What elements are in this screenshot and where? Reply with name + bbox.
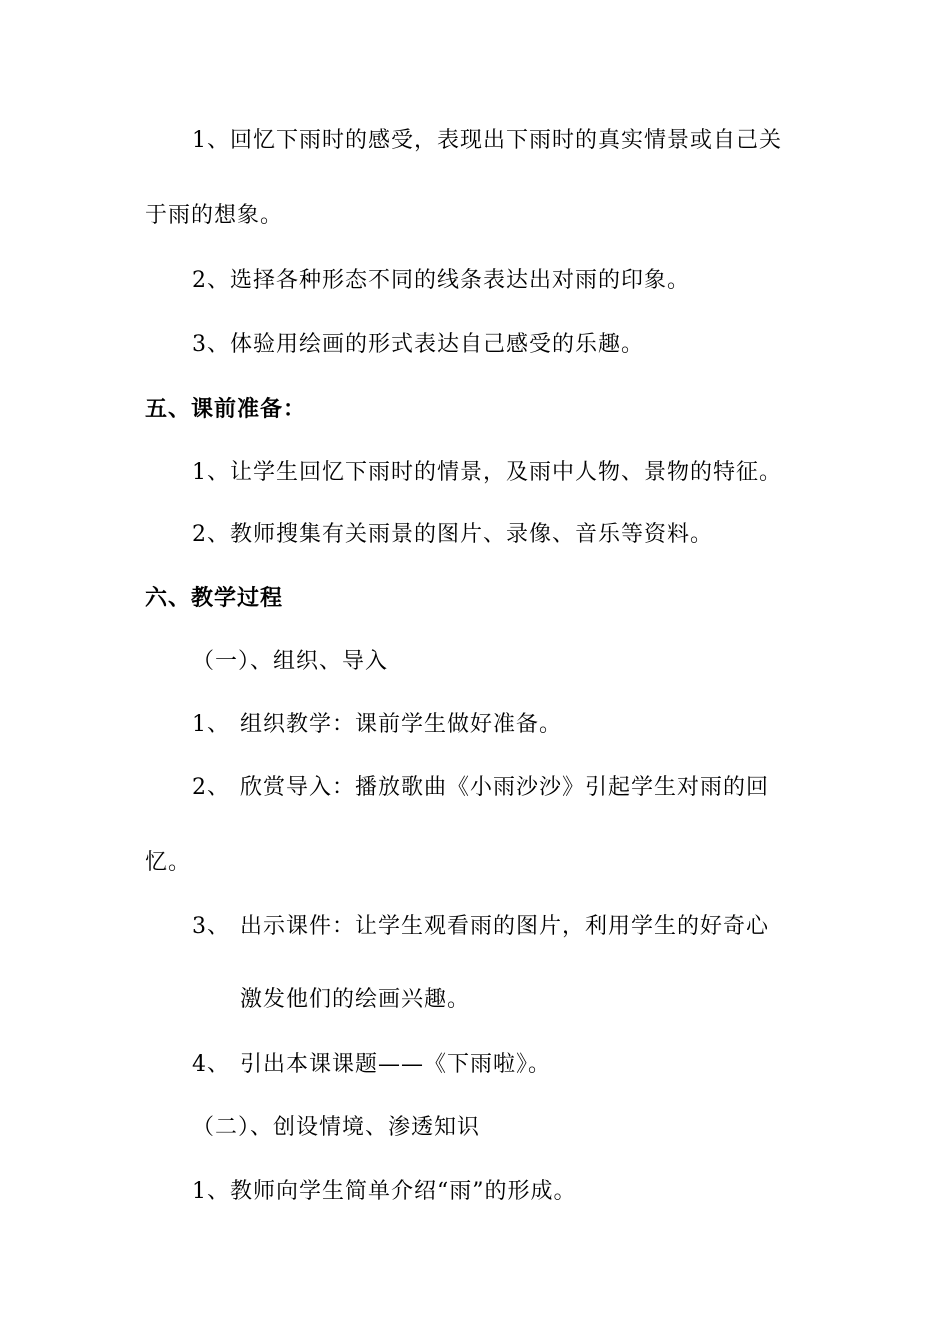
preparation-item-1: 1、让学生回忆下雨时的情景，及雨中人物、景物的特征。 xyxy=(192,460,782,485)
objective-1-line1: 1、回忆下雨时的感受，表现出下雨时的真实情景或自己关 xyxy=(192,128,782,153)
objective-3: 3、体验用绘画的形式表达自己感受的乐趣。 xyxy=(192,332,644,357)
part1-item-1-text: 组织教学：课前学生做好准备。 xyxy=(240,712,563,737)
section-heading-process: 六、教学过程 xyxy=(145,585,284,611)
part1-item-4-number: 4、 xyxy=(192,1052,230,1077)
part2-item-1: 1、教师向学生简单介绍“雨”的形成。 xyxy=(192,1179,577,1204)
preparation-item-2: 2、教师搜集有关雨景的图片、录像、音乐等资料。 xyxy=(192,522,713,547)
part1-title: （一）、组织、导入 xyxy=(192,649,389,674)
objective-1-line2: 于雨的想象。 xyxy=(145,203,284,228)
part2-title: （二）、创设情境、渗透知识 xyxy=(192,1115,481,1140)
part1-item-3-text: 出示课件：让学生观看雨的图片，利用学生的好奇心 xyxy=(240,914,770,939)
part1-item-3-continuation: 激发他们的绘画兴趣。 xyxy=(240,987,471,1012)
part1-item-2-number: 2、 xyxy=(192,775,230,800)
objective-2: 2、选择各种形态不同的线条表达出对雨的印象。 xyxy=(192,268,690,293)
part1-item-2-text: 欣赏导入：播放歌曲《小雨沙沙》引起学生对雨的回 xyxy=(240,775,770,800)
part1-item-2-continuation: 忆。 xyxy=(145,850,192,875)
part1-item-4-text: 引出本课课题——《下雨啦》。 xyxy=(240,1052,552,1077)
section-heading-preparation: 五、课前准备： xyxy=(145,396,307,422)
part1-item-3-number: 3、 xyxy=(192,914,230,939)
part1-item-1-number: 1、 xyxy=(192,712,230,737)
